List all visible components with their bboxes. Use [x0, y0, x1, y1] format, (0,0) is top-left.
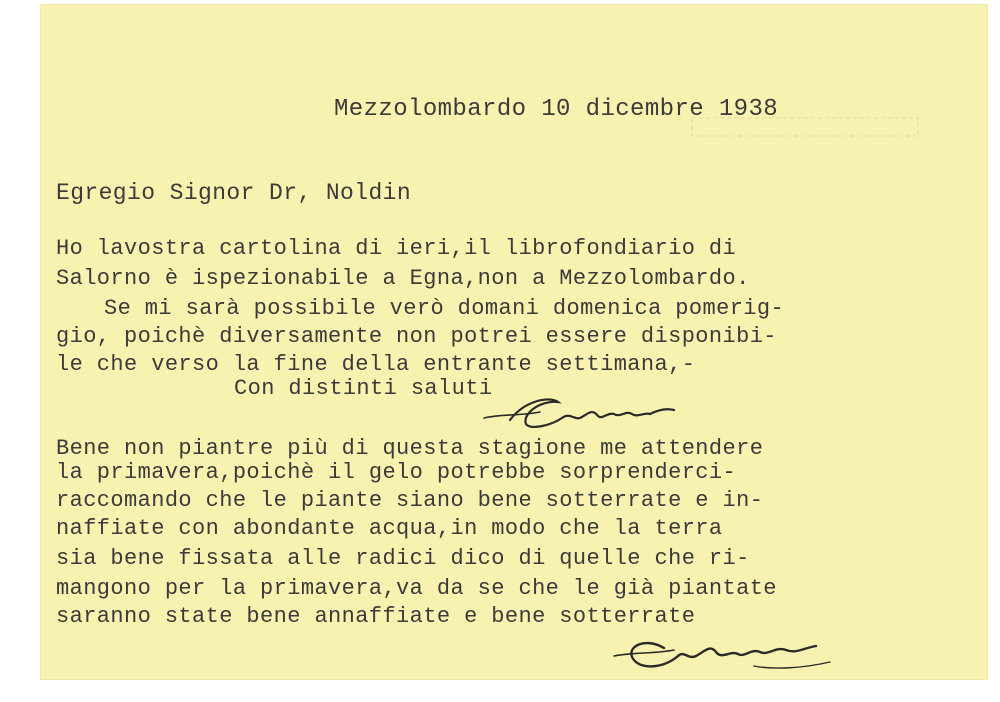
paragraph1-line: le che verso la fine della entrante settimana,- [56, 352, 696, 377]
paragraph2-line: raccomando che le piante siano bene sotterrate e in- [56, 488, 764, 513]
paragraph1-line: Se mi sarà possibile verò domani domenica pomerig- [104, 296, 785, 321]
paragraph2-line: mangono per la primavera,va da se che le già piantate [56, 576, 777, 601]
paragraph2-line: sia bene fissata alle radici dico di quelle che ri- [56, 546, 750, 571]
closing-line: Con distinti saluti [234, 376, 493, 401]
paragraph2-line: la primavera,poichè il gelo potrebbe sorprenderci- [56, 460, 737, 485]
paragraph1-line: gio, poichè diversamente non potrei essere disponibi- [56, 324, 777, 349]
paragraph1-line: Salorno è ispezionabile a Egna,non a Mezzolombardo. [56, 266, 750, 291]
paragraph1-line: Ho lavostra cartolina di ieri,il librofondiario di [56, 236, 737, 261]
handwritten-signature [604, 626, 854, 676]
paragraph2-line: saranno state bene annaffiate e bene sotterrate [56, 604, 696, 629]
letter-date: Mezzolombardo 10 dicembre 1938 [334, 96, 779, 123]
handwritten-signature [480, 390, 720, 438]
letter-salutation: Egregio Signor Dr, Noldin [56, 180, 412, 206]
paragraph2-line: naffiate con abondante acqua,in modo che la terra [56, 516, 723, 541]
paragraph2-line: Bene non piantre più di questa stagione me attendere [56, 436, 764, 461]
